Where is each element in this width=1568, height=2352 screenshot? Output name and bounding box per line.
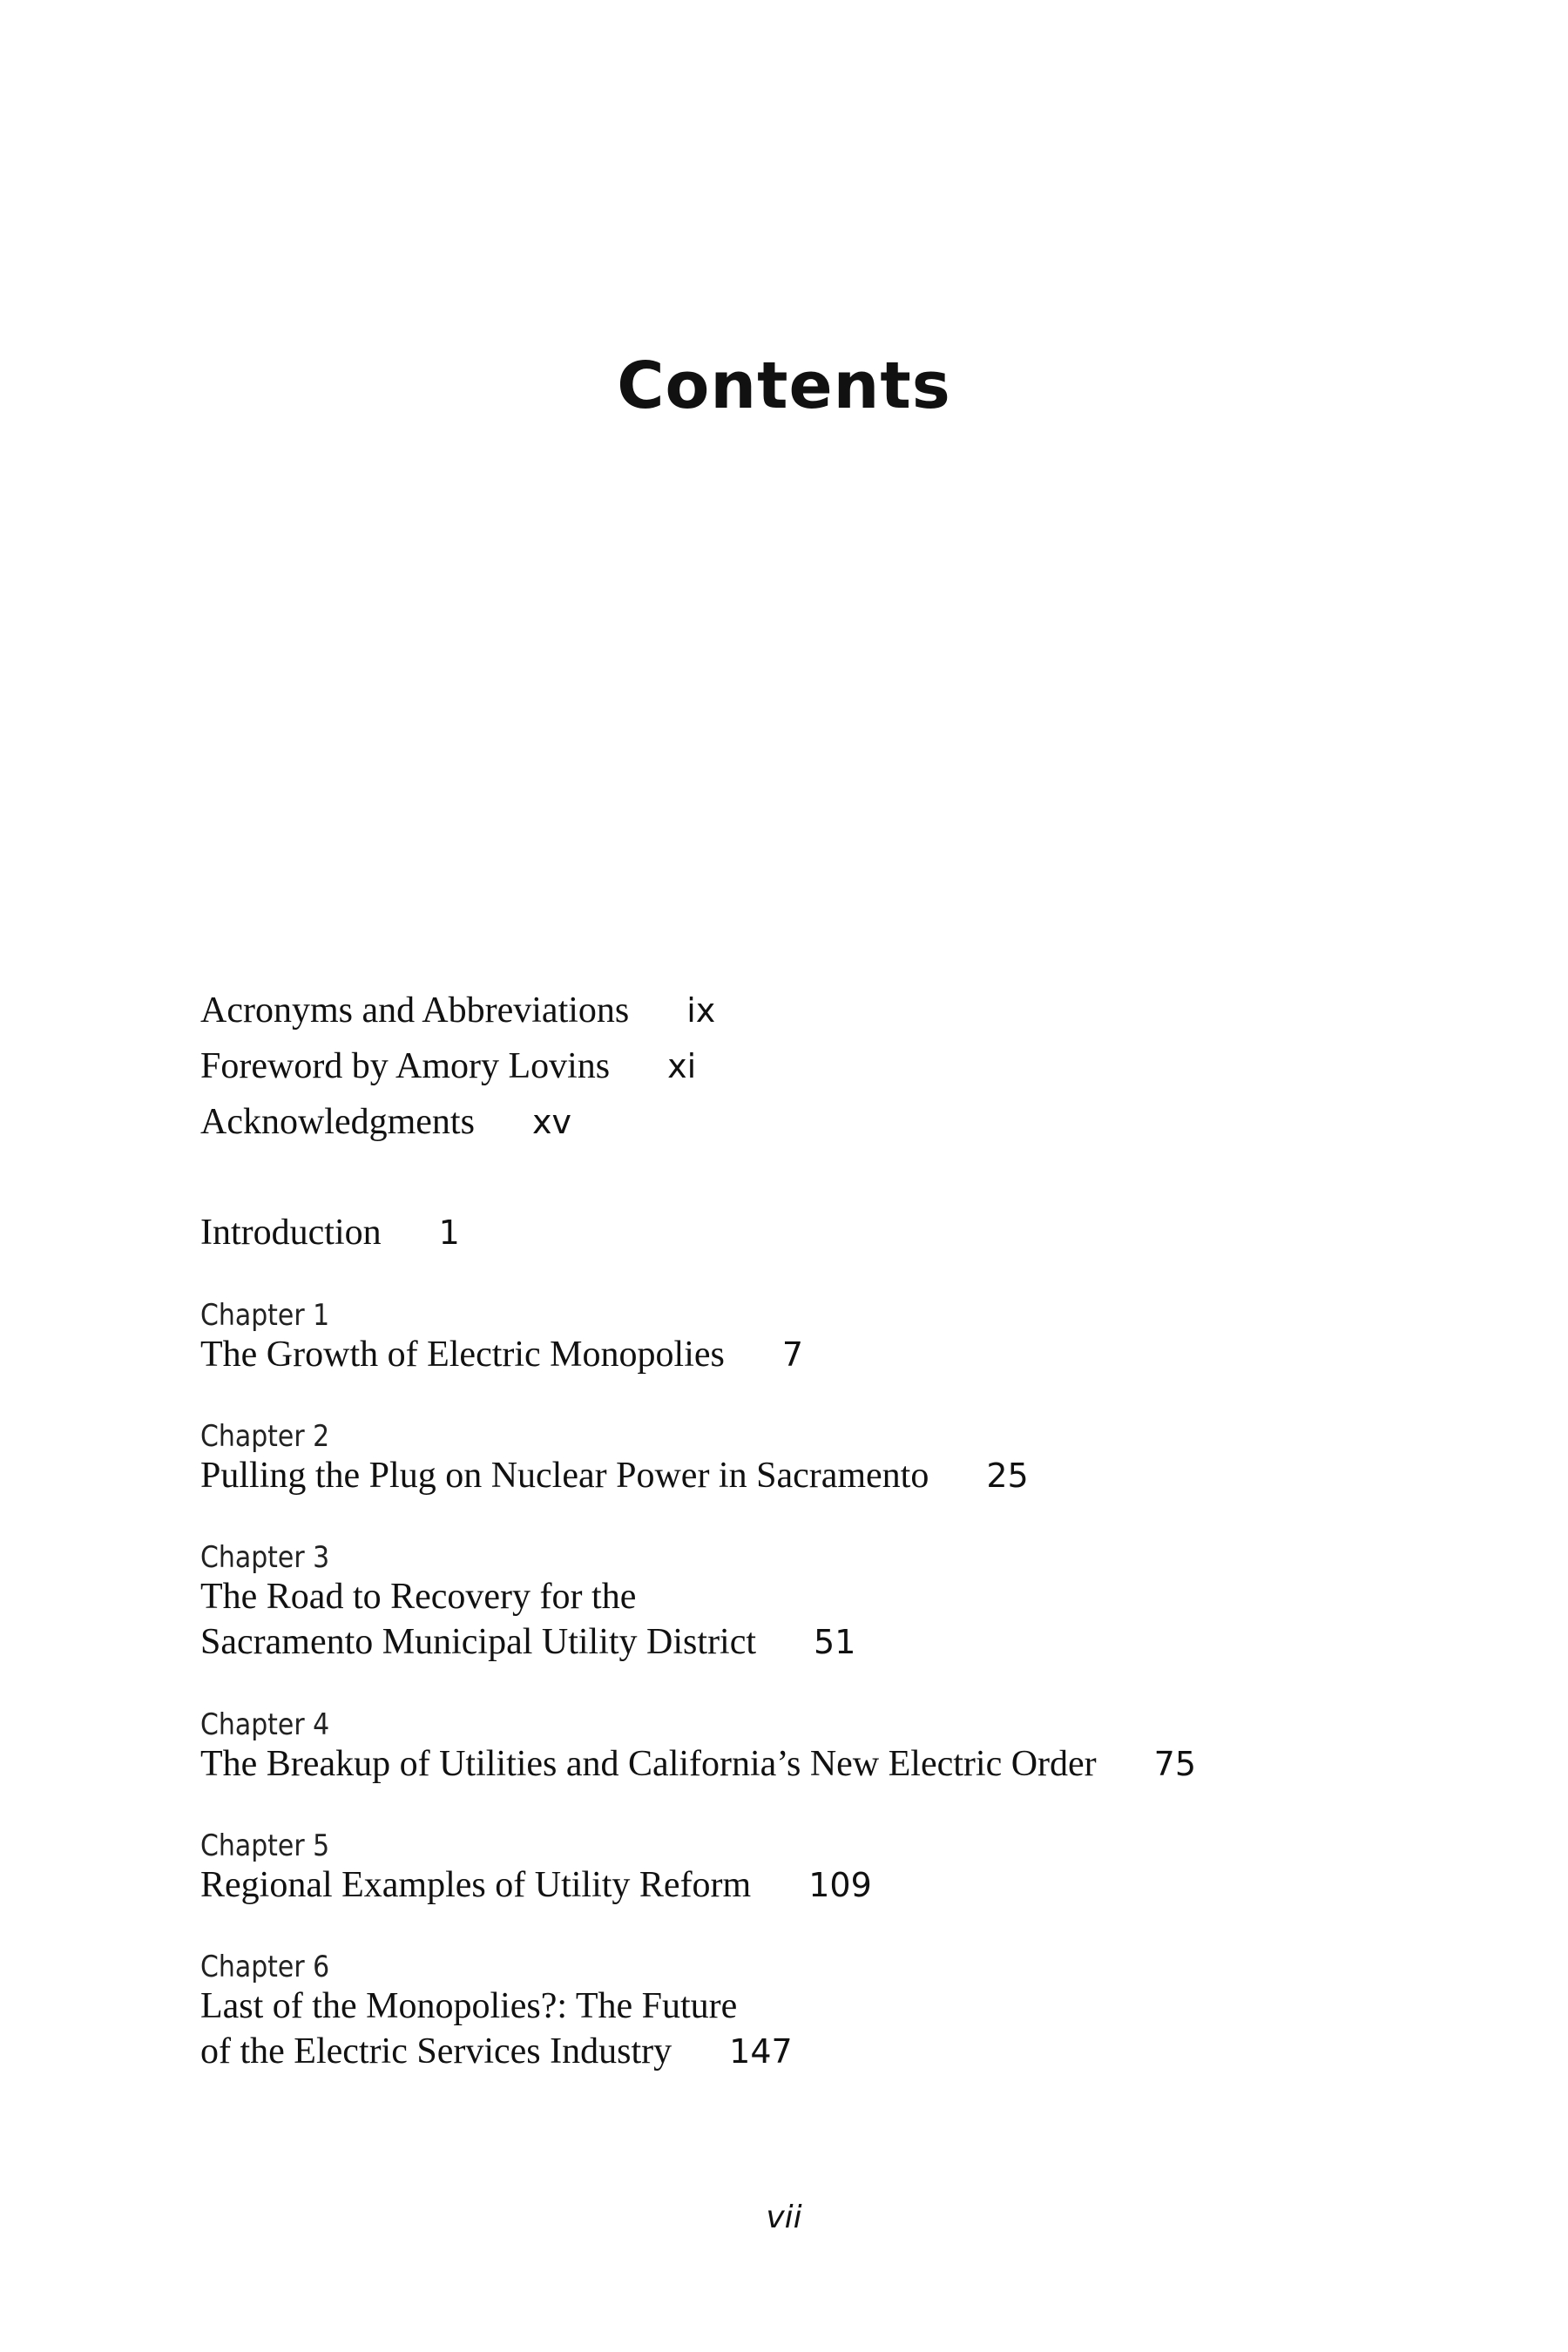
toc-entry-foreword[interactable] xyxy=(200,1044,696,1088)
toc-entry-page: xi xyxy=(667,1047,697,1085)
toc-entry-chapter-1[interactable] xyxy=(200,1333,803,1376)
toc-entry-label: The Growth of Electric Monopolies xyxy=(200,1335,725,1375)
toc-entry-acronyms[interactable] xyxy=(200,989,715,1032)
toc-entry-page: 109 xyxy=(808,1866,872,1904)
toc-entry-introduction[interactable] xyxy=(200,1211,460,1254)
toc-entry-page: 7 xyxy=(781,1335,804,1374)
toc-entry-chapter-2[interactable] xyxy=(200,1454,1029,1497)
toc-entry-page: ix xyxy=(686,991,716,1030)
toc-entry-page: xv xyxy=(531,1103,571,1141)
toc-entry-label: Acknowledgments xyxy=(200,1102,475,1142)
page-number: vii xyxy=(766,2200,802,2235)
toc-entry-label: Sacramento Municipal Utility District xyxy=(200,1622,757,1662)
toc-entry-page: 147 xyxy=(729,2032,793,2071)
toc-entry-label: Last of the Monopolies?: The Future xyxy=(200,1986,738,2026)
chapter-number: Chapter 2 xyxy=(200,1419,330,1454)
toc-entry-chapter-3[interactable] xyxy=(200,1620,855,1664)
toc-entry-page: 51 xyxy=(814,1623,856,1661)
chapter-number: Chapter 4 xyxy=(200,1707,330,1742)
toc-entry-label: Regional Examples of Utility Reform xyxy=(200,1865,752,1905)
chapter-number: Chapter 5 xyxy=(200,1828,330,1863)
toc-entry-page: 25 xyxy=(986,1456,1029,1495)
toc-entry-page: 1 xyxy=(438,1213,460,1252)
toc-entry-chapter-4[interactable] xyxy=(200,1742,1196,1786)
toc-entry-page: 75 xyxy=(1153,1745,1197,1783)
toc-entry-chapter-5[interactable] xyxy=(200,1863,872,1907)
toc-entry-label: of the Electric Services Industry xyxy=(200,2031,672,2072)
toc-entry-chapter-6[interactable] xyxy=(200,2030,793,2073)
toc-entry-label: The Road to Recovery for the xyxy=(200,1577,637,1617)
chapter-number: Chapter 3 xyxy=(200,1540,330,1575)
chapter-number: Chapter 1 xyxy=(200,1298,330,1333)
page-title: Contents xyxy=(617,348,951,423)
toc-entry-label: Introduction xyxy=(200,1213,382,1253)
toc-entry-chapter-6-line-1[interactable] xyxy=(200,1984,737,2028)
toc-entry-label: Acronyms and Abbreviations xyxy=(200,990,630,1031)
toc-entry-acknowledgments[interactable] xyxy=(200,1100,571,1144)
chapter-number: Chapter 6 xyxy=(200,1950,330,1984)
toc-entry-label: The Breakup of Utilities and California’s New Electric Order xyxy=(200,1744,1097,1784)
toc-entry-label: Foreword by Amory Lovins xyxy=(200,1046,611,1086)
toc-entry-label: Pulling the Plug on Nuclear Power in Sacramento xyxy=(200,1456,929,1496)
toc-entry-chapter-3-line-1[interactable] xyxy=(200,1575,636,1619)
